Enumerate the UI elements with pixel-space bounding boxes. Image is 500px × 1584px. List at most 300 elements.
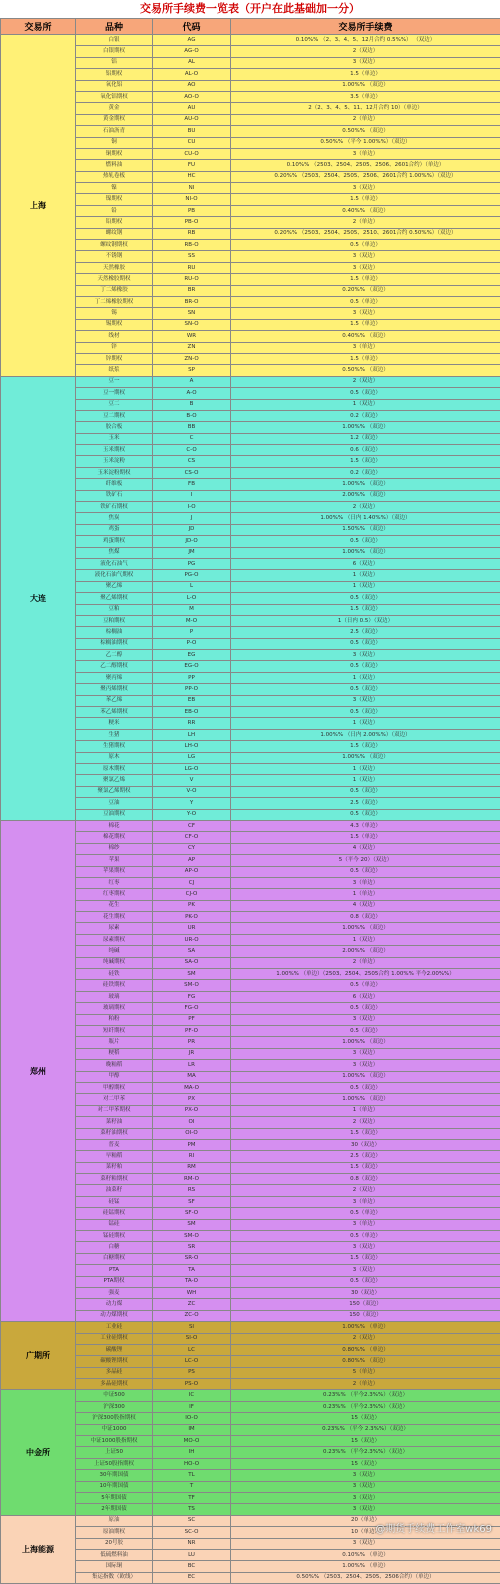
fee-cell: 3（双边） — [231, 57, 500, 68]
product-cell: 豆油 — [76, 798, 153, 809]
code-cell: SM-O — [153, 980, 231, 991]
code-cell: BC — [153, 1561, 231, 1572]
code-cell: IO-O — [153, 1413, 231, 1424]
code-cell: BU — [153, 126, 231, 137]
fee-cell: 1.50%% （双边） — [231, 524, 500, 535]
fee-cell: 2.5（双边） — [231, 1151, 500, 1162]
table-row — [1, 331, 500, 342]
product-cell: 聚丙烯 — [76, 672, 153, 683]
fee-cell: 2（单边） — [231, 114, 500, 125]
table-row — [1, 1504, 500, 1515]
fee-cell: 1.00%% （单边）（2503、2504、2505合约 1.00%% 平今2.00%%） — [231, 969, 500, 980]
fee-cell: 3（单边） — [231, 1219, 500, 1230]
fee-cell: 5（单边） — [231, 1367, 500, 1378]
table-row — [1, 1196, 500, 1207]
fee-cell: 2.5（双边） — [231, 798, 500, 809]
table-row — [1, 388, 500, 399]
product-cell: 鸡蛋 — [76, 524, 153, 535]
fee-cell: 0.5（双边） — [231, 809, 500, 820]
code-cell: LR — [153, 1060, 231, 1071]
fee-cell: 30（双边） — [231, 1287, 500, 1298]
code-cell: ZC — [153, 1299, 231, 1310]
fee-cell: 1.5（单边） — [231, 69, 500, 80]
table-row — [1, 1322, 500, 1333]
product-cell: 豆粕期权 — [76, 615, 153, 626]
product-cell: 玉米淀粉 — [76, 456, 153, 467]
fee-cell: 0.20%% （双边） — [231, 285, 500, 296]
fee-cell: 1.5（单边） — [231, 832, 500, 843]
table-row — [1, 479, 500, 490]
product-cell: 花生期权 — [76, 912, 153, 923]
code-cell: SI — [153, 1322, 231, 1333]
product-cell: 石油沥青 — [76, 126, 153, 137]
code-cell: LC-O — [153, 1356, 231, 1367]
fee-cell: 3（单边） — [231, 342, 500, 353]
table-row — [1, 1265, 500, 1276]
table-row — [1, 1549, 500, 1560]
table-row — [1, 866, 500, 877]
code-cell: FG — [153, 991, 231, 1002]
table-row — [1, 764, 500, 775]
fee-cell: 0.5（双边） — [231, 593, 500, 604]
code-cell: BB — [153, 422, 231, 433]
fee-cell: 15（双边） — [231, 1458, 500, 1469]
table-row — [1, 843, 500, 854]
fee-cell: 3（双边） — [231, 1060, 500, 1071]
code-cell: TF — [153, 1493, 231, 1504]
product-cell: 螺纹钢 — [76, 228, 153, 239]
fee-cell: 3（双边） — [231, 1470, 500, 1481]
product-cell: 碳酸锂期权 — [76, 1356, 153, 1367]
table-row — [1, 650, 500, 661]
table-row — [1, 547, 500, 558]
table-row — [1, 445, 500, 456]
code-cell: BR-O — [153, 296, 231, 307]
product-cell: 晚籼稻 — [76, 1060, 153, 1071]
product-cell: 白银期权 — [76, 46, 153, 57]
fee-cell: 1.5（双边） — [231, 1128, 500, 1139]
table-row — [1, 1413, 500, 1424]
product-cell: 锰硅 — [76, 1219, 153, 1230]
code-cell: NI-O — [153, 194, 231, 205]
table-row — [1, 1162, 500, 1173]
product-cell: 铁矿石期权 — [76, 502, 153, 513]
table-row — [1, 581, 500, 592]
product-cell: 铝 — [76, 57, 153, 68]
product-cell: 原油期权 — [76, 1527, 153, 1538]
table-row — [1, 707, 500, 718]
product-cell: 多晶硅期权 — [76, 1379, 153, 1390]
fee-cell: 1.00%% （双边） — [231, 479, 500, 490]
fee-cell: 3（双边） — [231, 695, 500, 706]
code-cell: SA-O — [153, 957, 231, 968]
fee-cell: 0.6（双边） — [231, 445, 500, 456]
fee-cell: 3（双边） — [231, 1538, 500, 1549]
code-cell: LH — [153, 729, 231, 740]
table-row — [1, 69, 500, 80]
product-cell: 国际铜 — [76, 1561, 153, 1572]
table-row — [1, 1367, 500, 1378]
fee-cell: 0.50%% （平今 1.00%%）（双边） — [231, 137, 500, 148]
product-cell: 白糖 — [76, 1242, 153, 1253]
code-cell: RU — [153, 262, 231, 273]
table-row — [1, 695, 500, 706]
table-row — [1, 1231, 500, 1242]
fee-cell: 4（双边） — [231, 900, 500, 911]
product-cell: 铝期权 — [76, 69, 153, 80]
code-cell: CJ — [153, 877, 231, 888]
code-cell: MA-O — [153, 1082, 231, 1093]
table-row — [1, 718, 500, 729]
table-row — [1, 1003, 500, 1014]
code-cell: LU — [153, 1549, 231, 1560]
table-row — [1, 661, 500, 672]
product-cell: 乙二醇 — [76, 650, 153, 661]
product-cell: 聚氯乙烯期权 — [76, 786, 153, 797]
fee-cell: 1.5（单边） — [231, 353, 500, 364]
table-row — [1, 502, 500, 513]
code-cell: SC-O — [153, 1527, 231, 1538]
table-row — [1, 456, 500, 467]
product-cell: 铜 — [76, 137, 153, 148]
product-cell: 红枣 — [76, 877, 153, 888]
table-row — [1, 1287, 500, 1298]
product-cell: 菜籽粕期权 — [76, 1174, 153, 1185]
fee-cell: 0.5（双边） — [231, 707, 500, 718]
exchange-cell: 郑州 — [1, 820, 76, 1321]
product-cell: 玻璃期权 — [76, 1003, 153, 1014]
product-cell: 丁二烯橡胶期权 — [76, 296, 153, 307]
fee-cell: 3（单边） — [231, 148, 500, 159]
fee-cell: 0.5（单边） — [231, 1231, 500, 1242]
code-cell: RI — [153, 1151, 231, 1162]
code-cell: ZN-O — [153, 353, 231, 364]
product-cell: 碳酸锂 — [76, 1344, 153, 1355]
code-cell: PS — [153, 1367, 231, 1378]
code-cell: AO — [153, 80, 231, 91]
code-cell: A — [153, 376, 231, 387]
code-cell: B-O — [153, 410, 231, 421]
fee-cell: 2（2、3、4、5、11、12月合约 10）（单边） — [231, 103, 500, 114]
fee-cell: 1（双边） — [231, 399, 500, 410]
table-row — [1, 1333, 500, 1344]
product-cell: 锌期权 — [76, 353, 153, 364]
product-cell: 苯乙烯 — [76, 695, 153, 706]
table-row — [1, 558, 500, 569]
code-cell: PG-O — [153, 570, 231, 581]
product-cell: 棉纱 — [76, 843, 153, 854]
table-row — [1, 775, 500, 786]
product-cell: 黄金期权 — [76, 114, 153, 125]
product-cell: 硅锰期权 — [76, 1208, 153, 1219]
table-row — [1, 183, 500, 194]
fee-cell: 2.00%% （双边） — [231, 946, 500, 957]
code-cell: AU-O — [153, 114, 231, 125]
fee-cell: 3（单边） — [231, 1196, 500, 1207]
fee-cell: 0.5（双边） — [231, 786, 500, 797]
product-cell: 10年期国债 — [76, 1481, 153, 1492]
fee-cell: 3（双边） — [231, 1481, 500, 1492]
code-cell: P-O — [153, 638, 231, 649]
table-row — [1, 342, 500, 353]
fee-cell: 1.00%% （日内 1.40%%）（双边） — [231, 513, 500, 524]
product-cell: 沪深300股指期权 — [76, 1413, 153, 1424]
product-cell: PTA期权 — [76, 1276, 153, 1287]
fee-cell: 1.5（双边） — [231, 1162, 500, 1173]
product-cell: 乙二醇期权 — [76, 661, 153, 672]
fee-cell: 15（双边） — [231, 1413, 500, 1424]
table-row — [1, 240, 500, 251]
fee-cell: 3（双边） — [231, 1504, 500, 1515]
code-cell: TA-O — [153, 1276, 231, 1287]
fee-cell: 0.5（单边） — [231, 1208, 500, 1219]
table-row — [1, 1208, 500, 1219]
table-row — [1, 912, 500, 923]
fee-cell: 1.00%% （单边） — [231, 1561, 500, 1572]
table-row — [1, 1390, 500, 1401]
table-row — [1, 103, 500, 114]
table-row — [1, 1174, 500, 1185]
fee-cell: 0.5（双边） — [231, 638, 500, 649]
product-cell: 焦煤 — [76, 547, 153, 558]
code-cell: CF — [153, 820, 231, 831]
code-cell: SR — [153, 1242, 231, 1253]
table-row — [1, 832, 500, 843]
product-cell: 豆二 — [76, 399, 153, 410]
fee-cell: 3（双边） — [231, 1014, 500, 1025]
code-cell: AG-O — [153, 46, 231, 57]
code-cell: IM — [153, 1424, 231, 1435]
product-cell: 低硫燃料油 — [76, 1549, 153, 1560]
fee-cell: 0.8（双边） — [231, 912, 500, 923]
table-row — [1, 1481, 500, 1492]
table-row — [1, 524, 500, 535]
code-cell: SM — [153, 1219, 231, 1230]
fee-cell: 1.00%% （双边） — [231, 80, 500, 91]
code-cell: IC — [153, 1390, 231, 1401]
code-cell: PP — [153, 672, 231, 683]
product-cell: 中证1000 — [76, 1424, 153, 1435]
table-row — [1, 1344, 500, 1355]
product-cell: 棕榈油 — [76, 627, 153, 638]
table-row — [1, 467, 500, 478]
code-cell: PF — [153, 1014, 231, 1025]
fee-cell: 0.23%% （平今2.3%%）（双边） — [231, 1401, 500, 1412]
product-cell: 强麦 — [76, 1287, 153, 1298]
table-row — [1, 957, 500, 968]
code-cell: AP — [153, 855, 231, 866]
table-row — [1, 1117, 500, 1128]
table-row — [1, 399, 500, 410]
product-cell: 尿素 — [76, 923, 153, 934]
product-cell: 硅铁 — [76, 969, 153, 980]
product-cell: 豆粕 — [76, 604, 153, 615]
product-cell: 动力煤期权 — [76, 1310, 153, 1321]
fee-cell: 1（双边） — [231, 581, 500, 592]
product-cell: 尿素期权 — [76, 934, 153, 945]
fee-cell: 2（双边） — [231, 46, 500, 57]
fee-cell: 0.50%% （双边） — [231, 126, 500, 137]
fee-cell: 0.5（双边） — [231, 1276, 500, 1287]
code-cell: SA — [153, 946, 231, 957]
fee-cell: 1.00%% （双边） — [231, 1094, 500, 1105]
fee-cell: 5（平今 20）（双边） — [231, 855, 500, 866]
table-row — [1, 877, 500, 888]
product-cell: 氧化铝 — [76, 80, 153, 91]
fee-cell: 1（双边） — [231, 764, 500, 775]
product-cell: 粕粉 — [76, 1014, 153, 1025]
code-cell: M — [153, 604, 231, 615]
table-row — [1, 274, 500, 285]
code-cell: PS-O — [153, 1379, 231, 1390]
fee-cell: 2（单边） — [231, 1379, 500, 1390]
code-cell: SP — [153, 365, 231, 376]
table-row — [1, 422, 500, 433]
fee-cell: 0.10%% （2、3、4、5、12月合约 0.5%%） （双边） — [231, 35, 500, 46]
table-row — [1, 672, 500, 683]
product-cell: 多晶硅 — [76, 1367, 153, 1378]
fee-cell: 0.5（单边） — [231, 980, 500, 991]
table-row — [1, 365, 500, 376]
product-cell: 原油 — [76, 1515, 153, 1526]
code-cell: AL-O — [153, 69, 231, 80]
code-cell: SM — [153, 969, 231, 980]
product-cell: 上证50股指期权 — [76, 1458, 153, 1469]
product-cell: 红枣期权 — [76, 889, 153, 900]
fee-cell: 1.00%% （双边） — [231, 422, 500, 433]
product-cell: 瓶片 — [76, 1037, 153, 1048]
product-cell: 硅锰 — [76, 1196, 153, 1207]
product-cell: 豆油期权 — [76, 809, 153, 820]
fee-cell: 1.5（单边） — [231, 194, 500, 205]
product-cell: 燃料油 — [76, 160, 153, 171]
fee-cell: 1.5（双边） — [231, 741, 500, 752]
code-cell: FB — [153, 479, 231, 490]
table-row — [1, 1151, 500, 1162]
fee-cell: 6（双边） — [231, 558, 500, 569]
fee-cell: 2（双边） — [231, 376, 500, 387]
table-row — [1, 1139, 500, 1150]
code-cell: RM-O — [153, 1174, 231, 1185]
table-row — [1, 148, 500, 159]
fee-cell: 0.50%% （2503、2504、2505、2506合约）（单边） — [231, 1572, 500, 1583]
code-cell: BR — [153, 285, 231, 296]
product-cell: 液化石油气 — [76, 558, 153, 569]
table-row — [1, 1401, 500, 1412]
table-row — [1, 1105, 500, 1116]
header-row — [1, 19, 500, 35]
product-cell: 苹果 — [76, 855, 153, 866]
fee-cell: 0.5（双边） — [231, 388, 500, 399]
table-row — [1, 923, 500, 934]
table-row — [1, 900, 500, 911]
fee-rows — [1, 35, 500, 1584]
code-cell: B — [153, 399, 231, 410]
product-cell: 聚氯乙烯 — [76, 775, 153, 786]
fee-cell: 1.00%% （双边） — [231, 923, 500, 934]
product-cell: 花生 — [76, 900, 153, 911]
code-cell: HC — [153, 171, 231, 182]
page-title: 交易所手续费一览表（开户在此基础加一分） — [0, 0, 500, 18]
product-cell: 30年期国债 — [76, 1470, 153, 1481]
product-cell: 20号胶 — [76, 1538, 153, 1549]
fee-cell: 3（双边） — [231, 183, 500, 194]
fee-cell: 0.5（双边） — [231, 866, 500, 877]
product-cell: 油菜籽 — [76, 1185, 153, 1196]
code-cell: C — [153, 433, 231, 444]
product-cell: 硅铁期权 — [76, 980, 153, 991]
code-cell: V — [153, 775, 231, 786]
code-cell: MO-O — [153, 1436, 231, 1447]
product-cell: 工业硅 — [76, 1322, 153, 1333]
table-row — [1, 217, 500, 228]
table-row — [1, 1276, 500, 1287]
product-cell: 菜籽油期权 — [76, 1128, 153, 1139]
code-cell: CS — [153, 456, 231, 467]
code-cell: I — [153, 490, 231, 501]
product-cell: 螺纹钢期权 — [76, 240, 153, 251]
table-row — [1, 786, 500, 797]
fee-cell: 1（双边） — [231, 672, 500, 683]
code-cell: AP-O — [153, 866, 231, 877]
product-cell: 锰硅期权 — [76, 1231, 153, 1242]
code-cell: JR — [153, 1048, 231, 1059]
table-row — [1, 319, 500, 330]
fee-table — [0, 18, 500, 1584]
fee-cell: 0.5（双边） — [231, 684, 500, 695]
code-cell: FG-O — [153, 1003, 231, 1014]
fee-cell: 3（双边） — [231, 1242, 500, 1253]
table-row — [1, 376, 500, 387]
code-cell: SS — [153, 251, 231, 262]
code-cell: L — [153, 581, 231, 592]
product-cell: 甲醇期权 — [76, 1082, 153, 1093]
fee-cell: 3（单边） — [231, 877, 500, 888]
fee-cell: 3.5（单边） — [231, 91, 500, 102]
code-cell: A-O — [153, 388, 231, 399]
header-code: 代码 — [153, 19, 231, 35]
code-cell: PK — [153, 900, 231, 911]
table-row — [1, 194, 500, 205]
table-row — [1, 627, 500, 638]
fee-cell: 20（单边） — [231, 1515, 500, 1526]
fee-cell: 0.5（双边） — [231, 1025, 500, 1036]
table-row — [1, 855, 500, 866]
product-cell: 白银 — [76, 35, 153, 46]
fee-cell: 2.00%% （双边） — [231, 490, 500, 501]
table-row — [1, 1572, 500, 1583]
fee-cell: 0.20%% （2503、2504、2505、2510、2601合约 0.50%%）（双边） — [231, 228, 500, 239]
product-cell: 氧化铝期权 — [76, 91, 153, 102]
code-cell: LH-O — [153, 741, 231, 752]
table-row — [1, 809, 500, 820]
fee-cell: 150（双边） — [231, 1310, 500, 1321]
code-cell: JD — [153, 524, 231, 535]
code-cell: PM — [153, 1139, 231, 1150]
table-row — [1, 604, 500, 615]
fee-cell: 3（双边） — [231, 262, 500, 273]
table-row — [1, 1094, 500, 1105]
product-cell: PTA — [76, 1265, 153, 1276]
product-cell: 液化石油气期权 — [76, 570, 153, 581]
fee-cell: 2（单边） — [231, 217, 500, 228]
product-cell: 苹果期权 — [76, 866, 153, 877]
product-cell: 粳米 — [76, 718, 153, 729]
fee-cell: 1（双边） — [231, 570, 500, 581]
table-row — [1, 433, 500, 444]
code-cell: PF-O — [153, 1025, 231, 1036]
product-cell: 中证500 — [76, 1390, 153, 1401]
